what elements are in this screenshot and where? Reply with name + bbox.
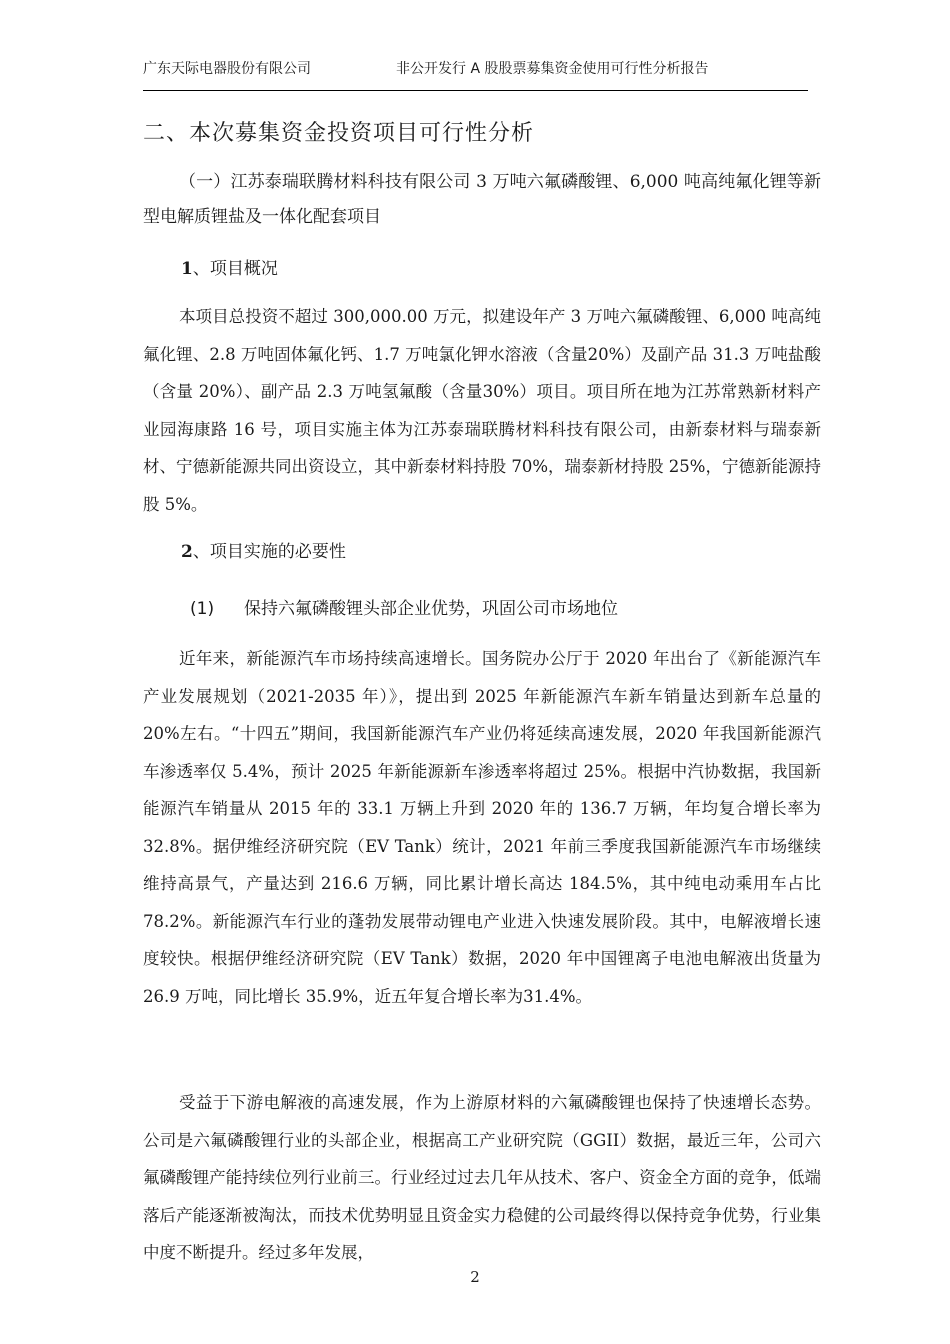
- paragraph-overview: 本项目总投资不超过 300,000.00 万元，拟建设年产 3 万吨六氟磷酸锂、6,000 吨高纯氟化锂、2.8 万吨固体氟化钙、1.7 万吨氯化钾水溶液（含量20%）及副产品 31.3 万吨盐酸（含量 20%）、副产品 2.3 万吨氢氟酸（含量30%）项目。项目所在地为江苏常熟新材料产业园海康路 16 号，项目实施主体为江苏泰瑞联腾材料科技有限公司，由新泰材料与瑞泰新材、宁德新能源共同出资设立，其中新泰材料持股 70%，瑞泰新材持股 25%，宁德新能源持股 5%。: [143, 307, 821, 514]
- page-header: [143, 58, 808, 91]
- project-heading: （一）江苏泰瑞联腾材料科技有限公司 3 万吨六氟磷酸锂、6,000 吨高纯氟化锂等新型电解质锂盐及一体化配套项目: [143, 172, 821, 227]
- point-title: 保持六氟磷酸锂头部企业优势，巩固公司市场地位: [244, 599, 618, 619]
- point-number: (1): [190, 599, 215, 619]
- subsection-title: 、项目概况: [192, 259, 278, 279]
- point-heading: [190, 594, 618, 619]
- section-title: 二、本次募集资金投资项目可行性分析: [143, 121, 535, 146]
- subsection-number: 2: [181, 542, 193, 562]
- header-company: 广东天际电器股份有限公司: [143, 61, 311, 77]
- subsection-heading-necessity: [181, 537, 346, 562]
- paragraph-market: 近年来，新能源汽车市场持续高速增长。国务院办公厅于 2020 年出台了《新能源汽车产业发展规划（2021-2035 年）》，提出到 2025 年新能源汽车新车销量达到新车总量的 20%左右。“十四五”期间，我国新能源汽车产业仍将延续高速发展，2020 年我国新能源汽车渗透率仅 5.4%，预计 2025 年新能源新车渗透率将超过 25%。根据中汽协数据，我国新能源汽车销量从 2015 年的 33.1 万辆上升到 2020 年的 136.7 万辆，年均复合增长率为 32.8%。据伊维经济研究院（EV Tank）统计，2021 年前三季度我国新能源汽车市场继续维持高景气，产量达到 216.6 万辆，同比累计增长高达 184.5%，其中纯电动乘用车占比78.2%。新能源汽车行业的蓬勃发展带动锂电产业进入快速发展阶段。其中，电解液增长速度较快。根据伊维经济研究院（EV Tank）数据，2020 年中国锂离子电池电解液出货量为 26.9 万吨，同比增长 35.9%，近五年复合增长率为31.4%。: [143, 649, 821, 1006]
- header-report-title: 非公开发行 A 股股票募集资金使用可行性分析报告: [396, 61, 709, 77]
- subsection-title: 、项目实施的必要性: [192, 542, 346, 562]
- paragraph-company: 受益于下游电解液的高速发展，作为上游原材料的六氟磷酸锂也保持了快速增长态势。公司是六氟磷酸锂行业的头部企业，根据高工产业研究院（GGII）数据，最近三年，公司六氟磷酸锂产能持续位列行业前三。行业经过过去几年从技术、客户、资金全方面的竞争，低端落后产能逐渐被淘汰，而技术优势明显且资金实力稳健的公司最终得以保持竞争优势，行业集中度不断提升。经过多年发展，: [143, 1093, 821, 1262]
- subsection-number: 1: [181, 259, 193, 279]
- subsection-heading-overview: [181, 254, 278, 279]
- page-number: 2: [470, 1268, 480, 1286]
